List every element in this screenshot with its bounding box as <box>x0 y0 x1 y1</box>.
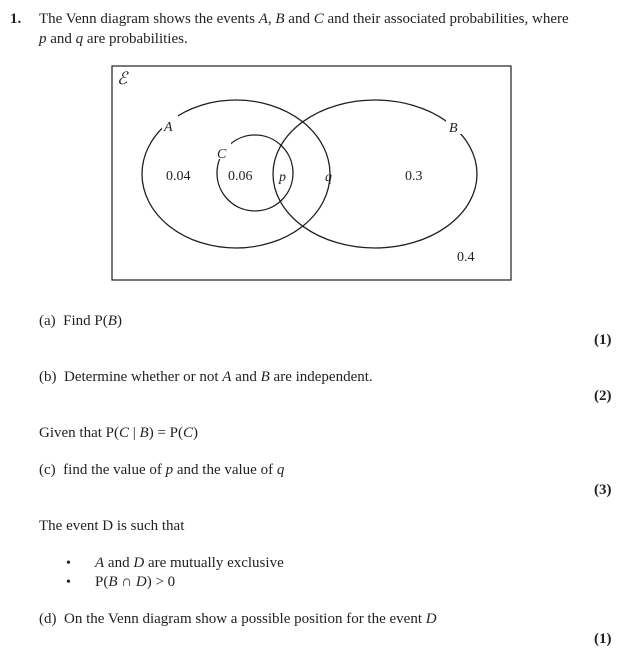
question-intro-line2: p and q are probabilities. <box>39 31 188 47</box>
part-d-marks: (1) <box>594 631 612 647</box>
bullet-dot-1: • <box>66 556 71 571</box>
universal-set-symbol: ℰ <box>117 69 128 88</box>
region-q: q <box>325 170 332 185</box>
region-a-and-c: 0.06 <box>228 169 253 184</box>
venn-diagram <box>0 0 632 300</box>
event-d-condition-2: P(B ∩ D) > 0 <box>95 574 176 590</box>
part-c: (c) find the value of p and the value of q <box>39 462 285 478</box>
region-outside: 0.4 <box>457 250 475 265</box>
part-c-marks: (3) <box>594 482 612 498</box>
label-a: A <box>164 120 173 135</box>
part-a: (a) Find P(B) <box>39 313 122 329</box>
part-d: (d) On the Venn diagram show a possible position for the event D <box>39 611 437 627</box>
label-c: C <box>217 147 227 162</box>
region-p: p <box>279 170 286 185</box>
question-intro-line1: The Venn diagram shows the events A, B and C and their associated probabilities, where <box>39 11 569 27</box>
question-number: 1. <box>10 11 22 27</box>
part-a-marks: (1) <box>594 332 612 348</box>
part-b-marks: (2) <box>594 388 612 404</box>
part-b: (b) Determine whether or not A and B are independent. <box>39 369 373 385</box>
event-d-intro: The event D is such that <box>39 518 185 534</box>
region-b-only: 0.3 <box>405 169 423 184</box>
label-b: B <box>449 121 458 136</box>
bullet-dot-2: • <box>66 575 71 590</box>
event-d-condition-1: A and D are mutually exclusive <box>95 555 284 571</box>
given-condition: Given that P(C | B) = P(C) <box>39 425 199 441</box>
region-a-only: 0.04 <box>166 169 191 184</box>
